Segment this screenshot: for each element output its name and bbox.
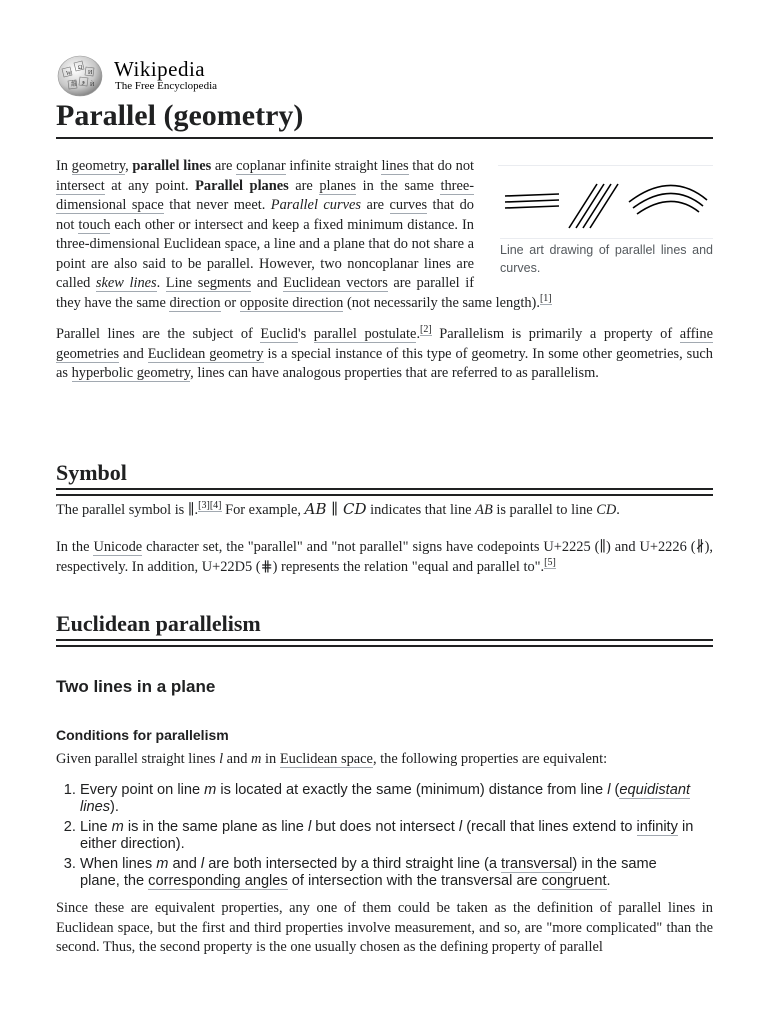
figure-parallel-lines <box>498 165 713 277</box>
reference-3[interactable]: [3] <box>198 500 210 512</box>
globe-glyph: ﻭ <box>82 79 85 85</box>
link-opposite-direction[interactable]: opposite direction <box>239 294 344 311</box>
reference-2[interactable]: [2] <box>420 324 432 336</box>
math-ab-parallel-cd: AB ∥ CD <box>304 500 367 518</box>
subsection-heading-two-lines: Two lines in a plane <box>56 677 216 696</box>
link-line-segments[interactable]: Line segments <box>165 275 252 291</box>
link-coplanar[interactable]: coplanar <box>236 158 286 174</box>
link-euclid[interactable]: Euclid <box>260 326 298 342</box>
link-transversal[interactable]: transversal <box>501 856 573 872</box>
symbol-paragraph-2: In the Unicode character set, the "parallel" and "not parallel" signs have codepoints U+2225 (∥) and U+2226 (∦), respectively. In addition, U+22D5 (⋕) represents the relation "equal and parallel to".[5] <box>56 539 713 575</box>
list-item: 2. Line m is in the same plane as line l but does not intersect l (recall that lines extend to infinity in either direction). <box>80 819 700 853</box>
link-geometry[interactable]: geometry <box>71 158 126 174</box>
wikipedia-globe-icon[interactable] <box>56 55 104 97</box>
wikipedia-tagline: The Free Encyclopedia <box>115 80 218 92</box>
globe-glyph: 維 <box>71 82 78 88</box>
heading-divider <box>56 488 713 496</box>
section-heading-symbol: Symbol <box>56 460 127 485</box>
intro-section <box>56 157 713 396</box>
subsubsection-heading-conditions: Conditions for parallelism <box>56 727 229 743</box>
link-lines[interactable]: lines <box>381 158 409 174</box>
link-congruent[interactable]: congruent <box>541 873 607 889</box>
link-intersect[interactable]: intersect <box>56 177 105 194</box>
link-infinity[interactable]: infinity <box>636 819 678 835</box>
link-euclidean-vectors[interactable]: Euclidean vectors <box>283 275 388 291</box>
intro-paragraph-2: Parallel lines are the subject of Euclid's parallel postulate.[2] Parallelism is primarily a property of affine geometries and Euclidean geometry is a special instance of this type of geometry. In some other geometries, such as hyperbolic geometry, lines can have analogous properties that are referred to as parallelism. <box>56 324 713 381</box>
link-hyperbolic-geometry[interactable]: hyperbolic geometry <box>71 365 191 381</box>
section-heading-euclidean-parallelism: Euclidean parallelism <box>56 611 261 636</box>
intro-paragraph-1: In geometry, parallel lines are coplanar infinite straight lines that do not intersect at any point. Parallel planes are planes in the same three-dimensional space that never meet. Parallel curves are curves that do not touch each other or intersect and keep a fixed minimum distance. In three-dimensional Euclidean space, a line and a plane that do not share a point are also said to be parallel. However, two noncoplanar lines are called skew lines. Line segments and Euclidean vectors are parallel if they have the same direction or opposite direction (not necessarily the same length).[1] <box>56 158 552 311</box>
wikipedia-wordmark[interactable]: Wikipedia <box>114 57 206 81</box>
reference-4[interactable]: [4] <box>209 500 222 512</box>
equivalent-properties-list <box>56 782 700 893</box>
list-item: 1. Every point on line m is located at exactly the same (minimum) distance from line l (equidistant lines). <box>80 782 700 816</box>
link-corresponding-angles[interactable]: corresponding angles <box>148 873 288 889</box>
parallel-lines-curves-illustration[interactable] <box>503 174 713 232</box>
link-euclidean-space[interactable]: Euclidean space <box>279 751 373 767</box>
given-paragraph: Given parallel straight lines l and m in Euclidean space, the following properties are equivalent: <box>56 751 608 767</box>
wikipedia-header[interactable] <box>56 55 356 97</box>
link-unicode[interactable]: Unicode <box>93 539 143 555</box>
heading-divider <box>56 639 713 647</box>
globe-glyph: W <box>66 71 72 77</box>
link-euclidean-geometry[interactable]: Euclidean geometry <box>147 345 264 362</box>
symbol-paragraph-1: The parallel symbol is ∥.[3][4] For example, AB ∥ CD indicates that line AB is parallel to line CD. <box>56 500 620 518</box>
globe-glyph: Ѝ <box>90 82 95 88</box>
link-equidistant[interactable]: equidistant <box>619 782 690 798</box>
reference-1[interactable]: [1] <box>539 292 552 304</box>
reference-5[interactable]: [5] <box>544 556 556 568</box>
link-curves[interactable]: curves <box>389 197 428 213</box>
link-parallel-postulate[interactable]: parallel postulate <box>313 326 417 342</box>
figure-caption: Line art drawing of parallel lines and curves. <box>500 238 713 277</box>
link-touch[interactable]: touch <box>78 216 111 233</box>
link-three-dimensional-space[interactable]: three-dimensional space <box>56 177 475 213</box>
list-item: 3. When lines m and l are both intersected by a third straight line (a transversal) in the same plane, the corresponding angles of intersection with the transversal are congruent. <box>80 856 700 890</box>
closing-paragraph: Since these are equivalent properties, any one of them could be taken as the definition of parallel lines in Euclidean space, but the first and third properties involve measurement, and so, are "more complicated" than the second. Thus, the second property is the one usually chosen as the defining property of parallel <box>56 900 713 955</box>
globe-glyph: Ω <box>78 65 83 71</box>
link-affine-geometries[interactable]: affine geometries <box>56 326 713 362</box>
page-title: Parallel (geometry) <box>56 96 713 139</box>
link-planes[interactable]: planes <box>319 177 357 194</box>
link-skew-lines[interactable]: skew lines <box>95 275 157 291</box>
globe-glyph: И <box>88 70 93 76</box>
link-direction[interactable]: direction <box>169 294 221 311</box>
